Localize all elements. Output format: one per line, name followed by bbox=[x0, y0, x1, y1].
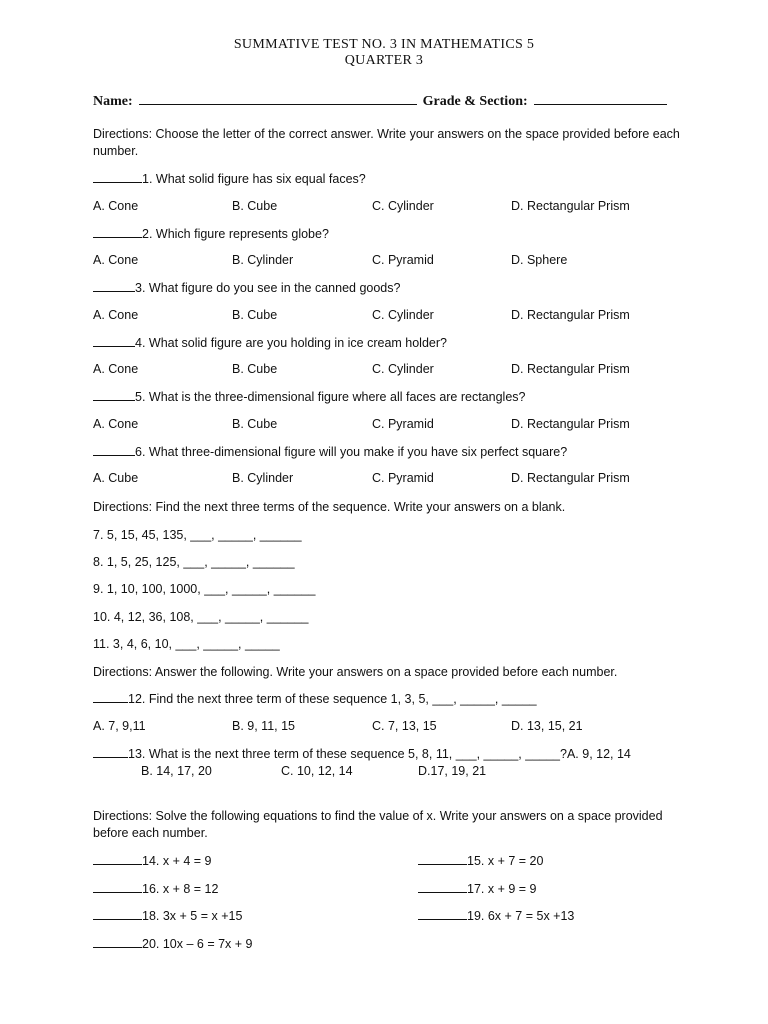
option-d: D. Rectangular Prism bbox=[511, 417, 630, 431]
option-a: A. Cube bbox=[93, 471, 139, 485]
directions-3: Directions: Answer the following. Write your answers on a space provided before each number. bbox=[93, 665, 618, 679]
option-d: D. Sphere bbox=[511, 253, 568, 267]
equation-20 bbox=[93, 936, 253, 953]
answer-blank[interactable] bbox=[93, 335, 135, 347]
option-a: A. Cone bbox=[93, 308, 139, 322]
answer-blank[interactable] bbox=[93, 389, 135, 401]
equation-19 bbox=[418, 908, 574, 925]
question-text: 3. What figure do you see in the canned goods? bbox=[135, 281, 401, 295]
directions-4: Directions: Solve the following equations to find the value of x. Write your answers on a space provided before each number. bbox=[93, 809, 663, 840]
option-d: D. Rectangular Prism bbox=[511, 471, 630, 485]
option-d: D.17, 19, 21 bbox=[418, 764, 487, 778]
grade-label: Grade & Section: bbox=[422, 94, 528, 109]
test-title: SUMMATIVE TEST NO. 3 IN MATHEMATICS 5 bbox=[233, 37, 535, 52]
option-d: D. Rectangular Prism bbox=[511, 199, 630, 213]
question-6 bbox=[93, 444, 567, 461]
equation-16 bbox=[93, 881, 218, 898]
equation-text: 18. 3x + 5 = x +15 bbox=[142, 909, 243, 923]
answer-blank[interactable] bbox=[418, 908, 467, 920]
question-text: 2. Which figure represents globe? bbox=[142, 227, 329, 241]
name-line[interactable] bbox=[139, 92, 417, 105]
equation-text: 16. x + 8 = 12 bbox=[142, 882, 219, 896]
answer-blank[interactable] bbox=[93, 853, 142, 865]
option-d: D. 13, 15, 21 bbox=[511, 719, 583, 733]
option-c: C. 7, 13, 15 bbox=[372, 719, 437, 733]
option-d: D. Rectangular Prism bbox=[511, 308, 630, 322]
question-13 bbox=[93, 746, 631, 763]
option-c: C. Cylinder bbox=[372, 308, 434, 322]
option-d: D. Rectangular Prism bbox=[511, 362, 630, 376]
option-c: C. Cylinder bbox=[372, 199, 434, 213]
equation-text: 19. 6x + 7 = 5x +13 bbox=[467, 909, 575, 923]
option-a: A. Cone bbox=[93, 199, 139, 213]
question-text: 4. What solid figure are you holding in ice cream holder? bbox=[135, 336, 447, 350]
answer-blank[interactable] bbox=[93, 280, 135, 292]
question-text: 1. What solid figure has six equal faces? bbox=[142, 172, 366, 186]
option-c: C. Pyramid bbox=[372, 417, 434, 431]
question-12 bbox=[93, 691, 537, 708]
option-c: C. Pyramid bbox=[372, 471, 434, 485]
directions-2: Directions: Find the next three terms of the sequence. Write your answers on a blank. bbox=[93, 500, 566, 514]
question-2 bbox=[93, 226, 329, 243]
option-c: C. Cylinder bbox=[372, 362, 434, 376]
question-text: 12. Find the next three term of these sequence 1, 3, 5, ___, _____, _____ bbox=[128, 692, 537, 706]
option-c: C. 10, 12, 14 bbox=[281, 764, 353, 778]
equation-text: 17. x + 9 = 9 bbox=[467, 882, 537, 896]
quarter-title: QUARTER 3 bbox=[344, 53, 424, 68]
grade-line[interactable] bbox=[534, 92, 667, 105]
equation-18 bbox=[93, 908, 242, 925]
question-3 bbox=[93, 280, 400, 297]
sequence-10: 10. 4, 12, 36, 108, ___, _____, ______ bbox=[93, 610, 309, 624]
option-b: B. Cube bbox=[232, 199, 278, 213]
option-a: A. 7, 9,11 bbox=[93, 719, 146, 733]
option-b: B. 14, 17, 20 bbox=[141, 764, 212, 778]
name-label: Name: bbox=[93, 94, 133, 109]
answer-blank[interactable] bbox=[93, 444, 135, 456]
option-b: B. Cube bbox=[232, 417, 278, 431]
equation-17 bbox=[418, 881, 537, 898]
sequence-9: 9. 1, 10, 100, 1000, ___, _____, ______ bbox=[93, 582, 316, 596]
sequence-11: 11. 3, 4, 6, 10, ___, _____, _____ bbox=[93, 637, 280, 651]
equation-14 bbox=[93, 853, 212, 870]
option-b: B. Cylinder bbox=[232, 253, 294, 267]
answer-blank[interactable] bbox=[93, 881, 142, 893]
option-b: B. 9, 11, 15 bbox=[232, 719, 296, 733]
question-1 bbox=[93, 171, 366, 188]
equation-text: 20. 10x – 6 = 7x + 9 bbox=[142, 937, 253, 951]
directions-1: Directions: Choose the letter of the correct answer. Write your answers on the space provided before each number. bbox=[93, 127, 680, 158]
answer-blank[interactable] bbox=[93, 226, 142, 238]
answer-blank[interactable] bbox=[93, 171, 142, 183]
question-4 bbox=[93, 335, 447, 352]
name-grade-row bbox=[93, 92, 683, 110]
option-a: A. Cone bbox=[93, 253, 139, 267]
option-b: B. Cube bbox=[232, 362, 278, 376]
option-b: B. Cylinder bbox=[232, 471, 294, 485]
question-text: 13. What is the next three term of these sequence 5, 8, 11, ___, _____, _____?A. 9, 12, 14 bbox=[128, 747, 631, 761]
answer-blank[interactable] bbox=[93, 908, 142, 920]
equation-15 bbox=[418, 853, 543, 870]
answer-blank[interactable] bbox=[93, 936, 142, 948]
question-5 bbox=[93, 389, 525, 406]
answer-blank[interactable] bbox=[93, 691, 128, 703]
option-b: B. Cube bbox=[232, 308, 278, 322]
answer-blank[interactable] bbox=[418, 881, 467, 893]
question-text: 5. What is the three-dimensional figure where all faces are rectangles? bbox=[135, 390, 526, 404]
sequence-7: 7. 5, 15, 45, 135, ___, _____, ______ bbox=[93, 528, 302, 542]
answer-blank[interactable] bbox=[418, 853, 467, 865]
equation-text: 15. x + 7 = 20 bbox=[467, 854, 544, 868]
equation-text: 14. x + 4 = 9 bbox=[142, 854, 212, 868]
option-c: C. Pyramid bbox=[372, 253, 434, 267]
sequence-8: 8. 1, 5, 25, 125, ___, _____, ______ bbox=[93, 555, 295, 569]
question-text: 6. What three-dimensional figure will you make if you have six perfect square? bbox=[135, 445, 568, 459]
answer-blank[interactable] bbox=[93, 746, 128, 758]
option-a: A. Cone bbox=[93, 417, 139, 431]
option-a: A. Cone bbox=[93, 362, 139, 376]
